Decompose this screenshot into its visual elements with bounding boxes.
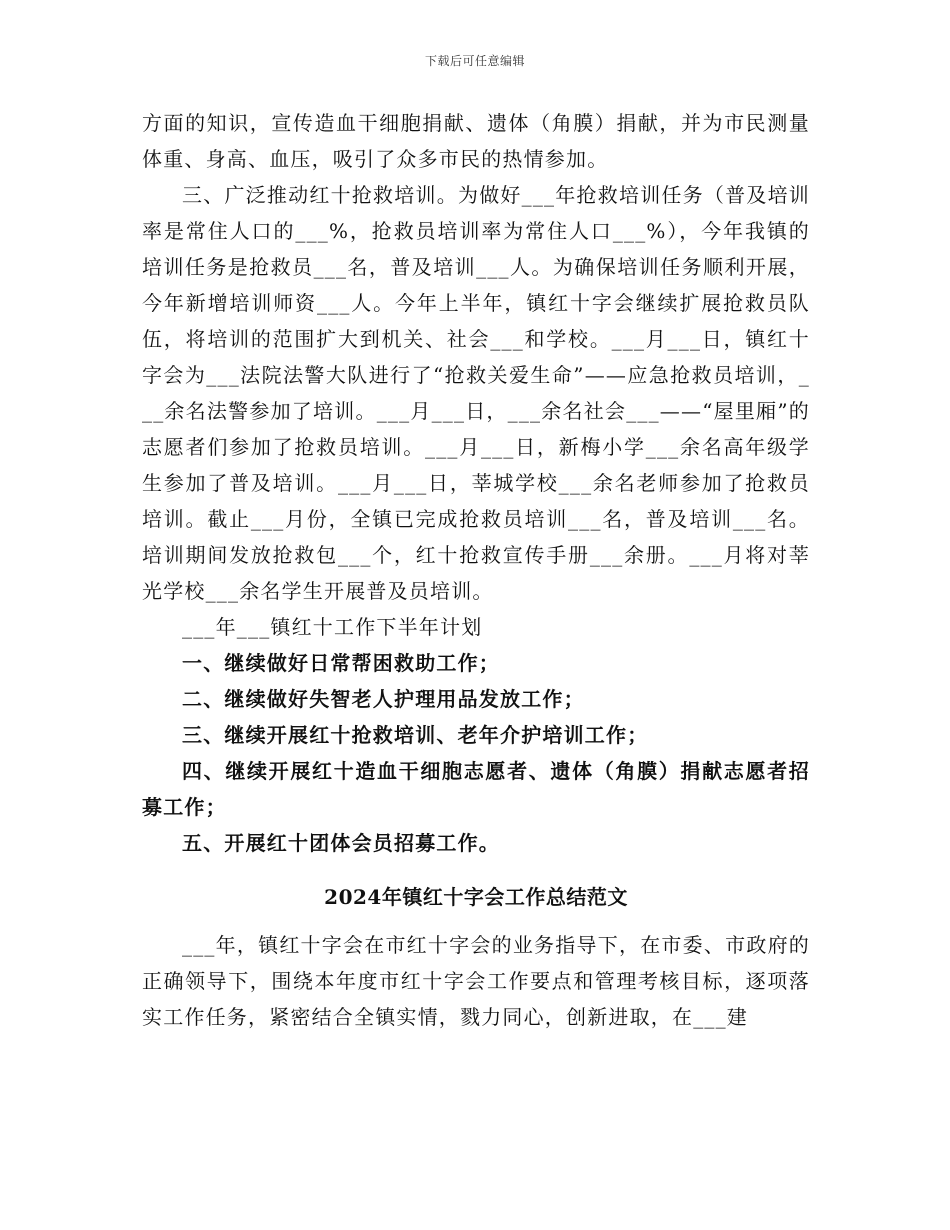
plan-item: 一、继续做好日常帮困救助工作； bbox=[182, 651, 500, 675]
page-header: 下载后可任意编辑 bbox=[424, 54, 525, 68]
plan-item: 二、继续做好失智老人护理用品发放工作； bbox=[182, 687, 585, 711]
plan-heading: ___年___镇红十工作下半年计划 bbox=[182, 615, 483, 639]
paragraph-continued: 方面的知识，宣传造血干细胞捐献、遗体（角膜）捐献，并为市民测量体重、身高、血压，吸引了众多市民的热情参加。 bbox=[142, 111, 810, 171]
paragraph-summary: ___年，镇红十字会在市红十字会的业务指导下，在市委、市政府的正确领导下，围绕本年度市红十字会工作要点和管理考核目标，逐项落实工作任务，紧密结合全镇实情，戮力同心，创新进取，在___建 bbox=[142, 933, 810, 1029]
document-body bbox=[142, 105, 810, 1035]
plan-item: 三、继续开展红十抢救培训、老年介护培训工作； bbox=[182, 723, 649, 747]
section-title: 2024年镇红十字会工作总结范文 bbox=[324, 885, 628, 909]
paragraph-training: 三、广泛推动红十抢救培训。为做好___年抢救培训任务（普及培训率是常住人口的___%，抢救员培训率为常住人口___%），今年我镇的培训任务是抢救员___名，普及培训___人。为确保培训任务顺利开展，今年新增培训师资___人。今年上半年，镇红十字会继续扩展抢救员队伍，将培训的范围扩大到机关、社会___和学校。___月___日，镇红十字会为___法院法警大队进行了“抢救关爱生命”——应急抢救员培训，___余名法警参加了培训。___月___日，___余名社会___——“屋里厢”的志愿者们参加了抢救员培训。___月___日，新梅小学___余名高年级学生参加了普及培训。___月___日，莘城学校___余名老师参加了抢救员培训。截止___月份，全镇已完成抢救员培训___名，普及培训___名。培训期间发放抢救包___个，红十抢救宣传手册___余册。___月将对莘光学校___余名学生开展普及员培训。 bbox=[142, 183, 810, 603]
plan-item: 四、继续开展红十造血干细胞志愿者、遗体（角膜）捐献志愿者招募工作； bbox=[142, 759, 810, 819]
plan-item: 五、开展红十团体会员招募工作。 bbox=[182, 831, 500, 855]
